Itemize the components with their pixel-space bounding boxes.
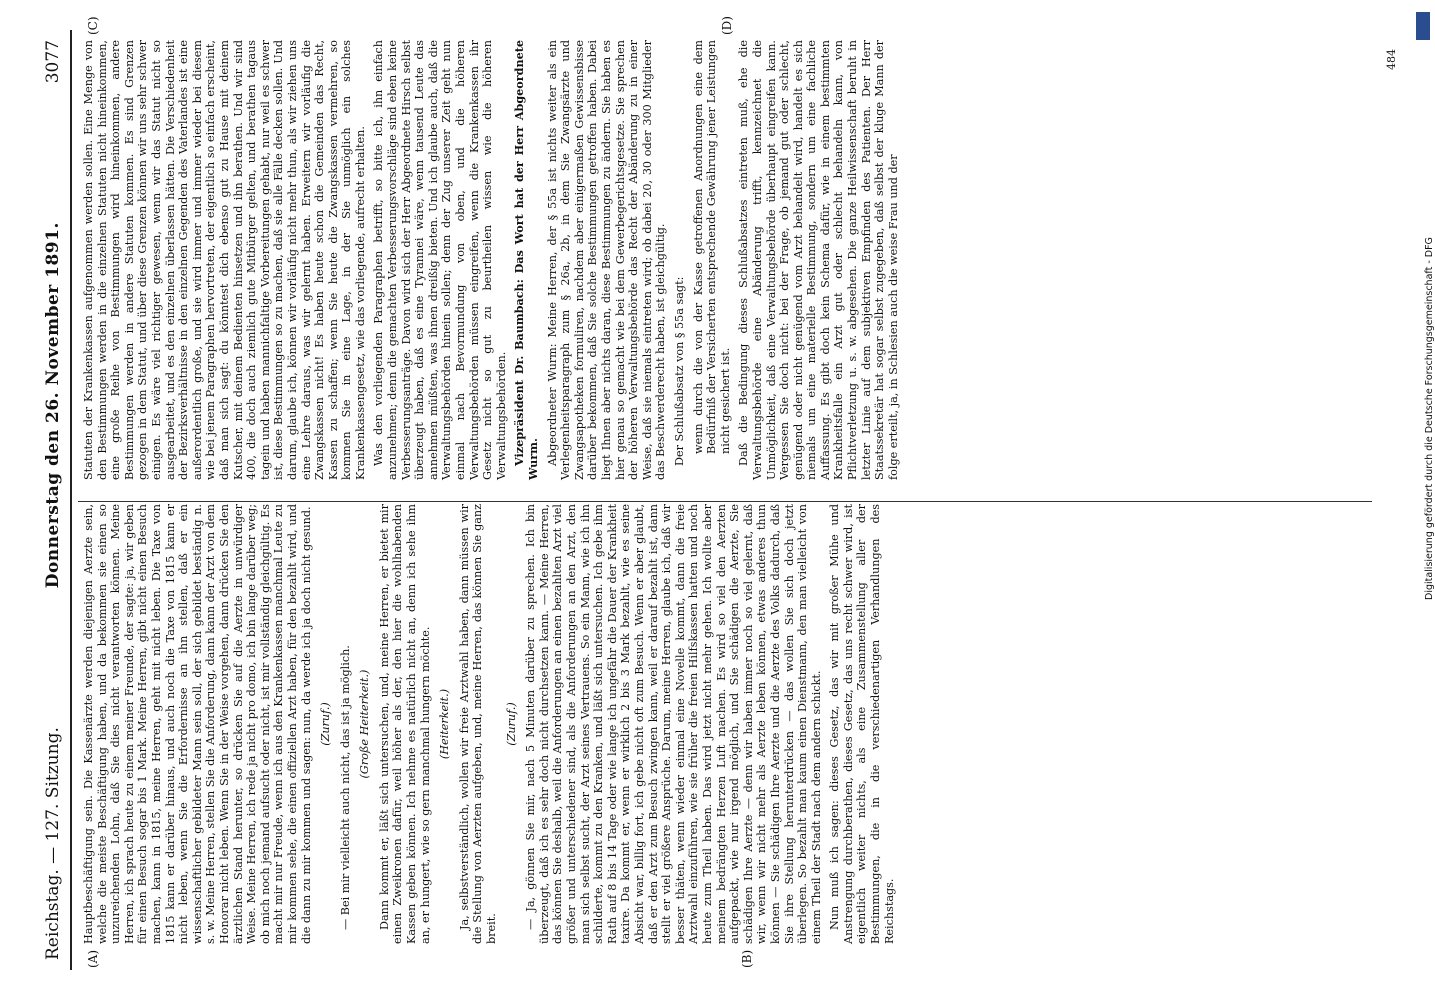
paragraph: Der Schlußabsatz von § 55a sagt: xyxy=(672,276,686,466)
paragraph: Nun muß ich sagen: dieses Gesetz, das wir mit großer Mühe und Anstrengung durchberathen, dieses Gesetz, das uns recht schwer wird, ist eigentlich weiter nichts, als eine Zusammenstellung aller der Bestimmungen, die in die verschiedenartigen Verhandlungen des Reichstags. xyxy=(828,504,896,944)
quoted-clause: wenn durch die von der Kasse getroffenen Anordnungen eine dem Bedürfniß der Versicherten entsprechende Gewährung jener Leistungen nicht gesichert ist. xyxy=(691,40,732,454)
paragraph: Abgeordneter Wurm: Meine Herren, der § 55a ist nichts weiter als ein Verlegenheitsparagraph zum § 26a, 2b, in dem Sie Zwangsärzte und Zwangsapotheken formuliren, nachdem aber einigermaßen Gewissensbisse darüber bekommen, daß Sie solche Bestimmungen getroffen haben. Dabei liegt Ihnen aber nichts daran, diese Bestimmungen zu ändern. Sie haben es hier genau so gemacht wie bei dem Gewerbegerichtsgesetze. Sie sprechen der höheren Verwaltungsbehörde das Recht der Abänderung zu in einer Weise, daß sie niemals eintreten wird; ob dabei 20, 30 oder 300 Mitglieder das Beschwerderecht haben, ist gleichgültig. xyxy=(545,40,668,480)
paragraph: — Ja, gönnen Sie mir, nach 5 Minuten darüber zu sprechen. Ich bin überzeugt, daß ich es sehr doch nicht durchsetzen kann. — Meine Herren, das können Sie deshalb, weil die Anforderungen an einen bezahlten Arzt viel größer und unterschiedener sind, als die Anforderungen an den Arzt, den man sich selbst sucht, der Arzt seines Vertrauens. So ein Mann, wie ich ihn schilderte, kommt zu den Kranken, und läßt sich untersuchen. Ich gebe ihm Rath auf 8 bis 14 Tage oder wie lange ich ungefähr die Dauer der Krankheit taxire. Da kommt er, wenn er wirklich 2 bis 3 Mark bezahlt, wie es seine Absicht war, billig fort, ich gebe nicht oft zum Besuch. Wenn er aber glaubt, daß er den Arzt zum Besuch zwingen kann, weil er darauf bezahlt ist, dann stellt er viel größere Ansprüche. Darum, meine Herren, glaube ich, daß wir besser thäten, wenn wieder einmal eine Novelle kommt, dann die freie Arztwahl einzuführen, wie sie früher die freien Hilfskassen hatten und noch heute zum Theil haben. Das wird jetzt nicht mehr gehen. Ich wollte aber meinem bedrängten Herzen Luft machen. Es wird so viel den Aerzten aufgepackt, wie nur irgend möglich, und Sie schädigen die Aerzte, Sie schädigen Ihre Aerzte — denn wir haben immer noch so viel gelernt, daß wir, wenn wir nicht mehr als Aerzte leben können, etwas anderes thun können — Sie schädigen Ihre Aerzte und die Aerzte des Volks dadurch, daß Sie ihre Stellung herunterdrücken — das wollen Sie sich doch jetzt überlegen. So bezahlt man kaum einen Dienstmann, den man vielleicht von einem Theil der Stadt nach dem andern schickt. xyxy=(524,504,823,944)
paragraph: Hauptbeschäftigung sein. Die Kassenärzte werden diejenigen Aerzte sein, welche die meiste Beschäftigung haben, und da bekommen sie einen so unzureichenden Lohn, daß Sie dies nicht verantworten können. Meine Herren, ich sprach heute zu einem meiner Freunde, der sagte: ja, wir geben für einen Besuch sogar bis 1 Mark. Meine Herren, gibt nicht einen Besuch machen, kann in 1815, meine Herren, geht mit nicht leben. Die Taxe von 1815 kann er darüber hinaus, und auch noch die Taxe von 1815 kann er nicht leben, wenn Sie die Erfordernisse an ihn stellen, daß er ein wissenschaftlicher gebildeter Mann sein soll, der sich gebildet beständig n. s. w. Meine Herren, stellen Sie die Anforderung, dann kann der Arzt von dem Honorar nicht leben. Wenn Sie in der Weise vorgehen, dann drücken Sie den ärztlichen Stand herunter, so drücken Sie auf die Aerzte in unwürdiger Weise. Meine Herren, ich rede ja nicht pro domo, ich bin lange darüber weg; ob mich noch jemand aufsucht oder nicht, ist mir vollständig gleichgültig. Es macht mir nur Freude, wenn ich aus den Krankenkassen manchmal Leute zu mir kommen sehe, die einen offiziellen Arzt haben, für den bezahlt wird, und die dann zu mir kommen und sagen: nun, da werde ich ja doch nicht gesund. xyxy=(82,504,313,944)
paragraph: Statuten der Krankenkassen aufgenommen werden sollen. Eine Menge von den Bestimmungen werden in die einzelnen Statuten nicht hineinkommen, eine große Reihe von Bestimmungen wird hineinkommen, andere Bestimmungen werden in andere Statuten kommen. Es sind Grenzen gezogen in dem Statut, und über diese Grenzen können wir uns sehr schwer einigen. Es wäre viel richtiger gewesen, wenn wir das Statut nicht so ausgearbeitet, und es den einzelnen überlassen hätten. Die Verschiedenheit der Bezirksverhältnisse in den einzelnen Gegenden des Vaterlandes ist eine außerordentlich große, und sie wird immer und immer wieder bei diesem wie bei jenem Paragraphen hervortreten, der eigentlich so einfach erscheint, daß man sich sagt: du könntest dich ebenso gut zu Hause mit deinem Kutscher, mit deinem Bedienten hinsetzen und ihn berathen. Und wir sind 400, die doch auch ziemlich gute Mitbürger gelten, und berathen tagaus tagein und haben mannichfaltige Vorbereitungen gehabt, nur weil es schwer ist, diese Bestimmungen so zu machen, daß sie alle Fälle decken sollen. Und darum, glaube ich, können wir vorläufig nicht mehr thun, als wir ziehen uns eine Lehre daraus, was wir gelernt haben. Erweitern wir vorläufig die Zwangskassen nicht! Es haben heute schon die Gemeinden das Recht, Kassen zu schaffen; wenn Sie heute die Zwangskassen vermehren, so kommen Sie in eine Lage, in der Sie unmöglich ein solches Krankenkassengesetz, wie das vorliegende, aufrecht erhalten. xyxy=(82,40,367,480)
header-rule xyxy=(70,30,72,970)
interjection: (Zuruf.) xyxy=(319,702,333,746)
header-date: Donnerstag den 26. November 1891. xyxy=(43,222,63,589)
sheet-signature: 484 xyxy=(1385,49,1398,70)
paragraph: Daß die Bedingung dieses Schlußabsatzes eintreten muß, ehe die Verwaltungsbehörde eine Abänderung trifft, kennzeichnet die Unmöglichkeit, daß eine Verwaltungsbehörde überhaupt eingreifen kann. Vergessen Sie doch nicht: bei der Frage, ob jemand gut oder schlecht, genügend oder nicht genügend vom Arzt behandelt wird, handelt es sich niemals um eine materielle Bestimmung, sondern um eine fachliche Auffassung. Es gibt doch kein Schema dafür, wie in einem bestimmten Krankheitsfalle ein Arzt gut oder schlecht behandeln kann, von Pflichtverletzung u. s. w. abgesehen. Die ganze Heilwissenschaft beruht in letzter Linie auf dem subjektiven Empfinden des Patienten. Der Herr Staatssekretär hat sogar selbst zugegeben, daß selbst der kluge Mann der folge erteilt, ja, in Schlesien auch die weise Frau und der xyxy=(737,40,900,480)
paragraph: Ja, selbstverständlich, wollen wir freie Arztwahl haben, dann müssen wir die Stellung von Aerzten aufgeben, und, meine Herren, das können Sie ganz breit. xyxy=(457,504,499,944)
paragraph: Was den vorliegenden Paragraphen betrifft, so bitte ich, ihn einfach anzunehmen; denn die gemachten Verbesserungsvorschläge sind eben keine Verbesserungsanträge. Davon wird sich der Herr Abgeordnete Hirsch selbst überzeugt haben, daß es eine Tyrannei wäre, wenn tausend Leute das annehmen müßten, was ihnen dreißig bieten. Und ich glaube auch, daß die Verwaltungsbehörden hinein sollen; denn der Zug unserer Zeit geht nun einmal nach Bevormundung von oben, und die höheren Verwaltungsbehörden müssen eingreifen, wenn die Krankenkassen ihr Gesetz nicht so gut zu beurtheilen wissen wie die höheren Verwaltungsbehörden. xyxy=(372,40,508,480)
header-left: Reichstag. — 127. Sitzung. xyxy=(43,727,63,960)
margin-marker-c: (C) xyxy=(86,16,100,35)
column-divider xyxy=(78,501,1372,502)
running-header xyxy=(40,40,66,960)
paragraph: Dann kommt er, läßt sich untersuchen, und, meine Herren, er bietet mir einen Zweikronen dafür, weil höher als der, den hier die wohlhabenden Kassen geben können. Ich nehme es natürlich nicht an, denn ich sehe ihm an, er hungert, wie so gern manchmal hungern möchte. xyxy=(377,504,432,944)
margin-marker-a: (A) xyxy=(86,949,100,968)
left-column xyxy=(82,504,901,944)
margin-marker-b: (B) xyxy=(740,949,754,968)
margin-marker-d: (D) xyxy=(720,16,734,35)
interjection: (Große Heiterkeit.) xyxy=(358,669,372,779)
digitization-credit: Digitalisierung gefördert durch die Deutsche Forschungsgemeinschaft - DFG xyxy=(1424,237,1435,600)
interjection: (Heiterkeit.) xyxy=(438,688,452,760)
speaker-line: Vizepräsident Dr. Baumbach: Das Wort hat der Herr Abgeordnete Wurm. xyxy=(512,40,540,480)
right-column xyxy=(82,40,905,480)
paragraph: — Bei mir vielleicht auch nicht, das ist ja möglich. xyxy=(338,645,352,930)
page-number: 3077 xyxy=(43,40,63,84)
dfg-logo-icon xyxy=(1416,12,1430,40)
interjection: (Zuruf.) xyxy=(504,702,518,746)
